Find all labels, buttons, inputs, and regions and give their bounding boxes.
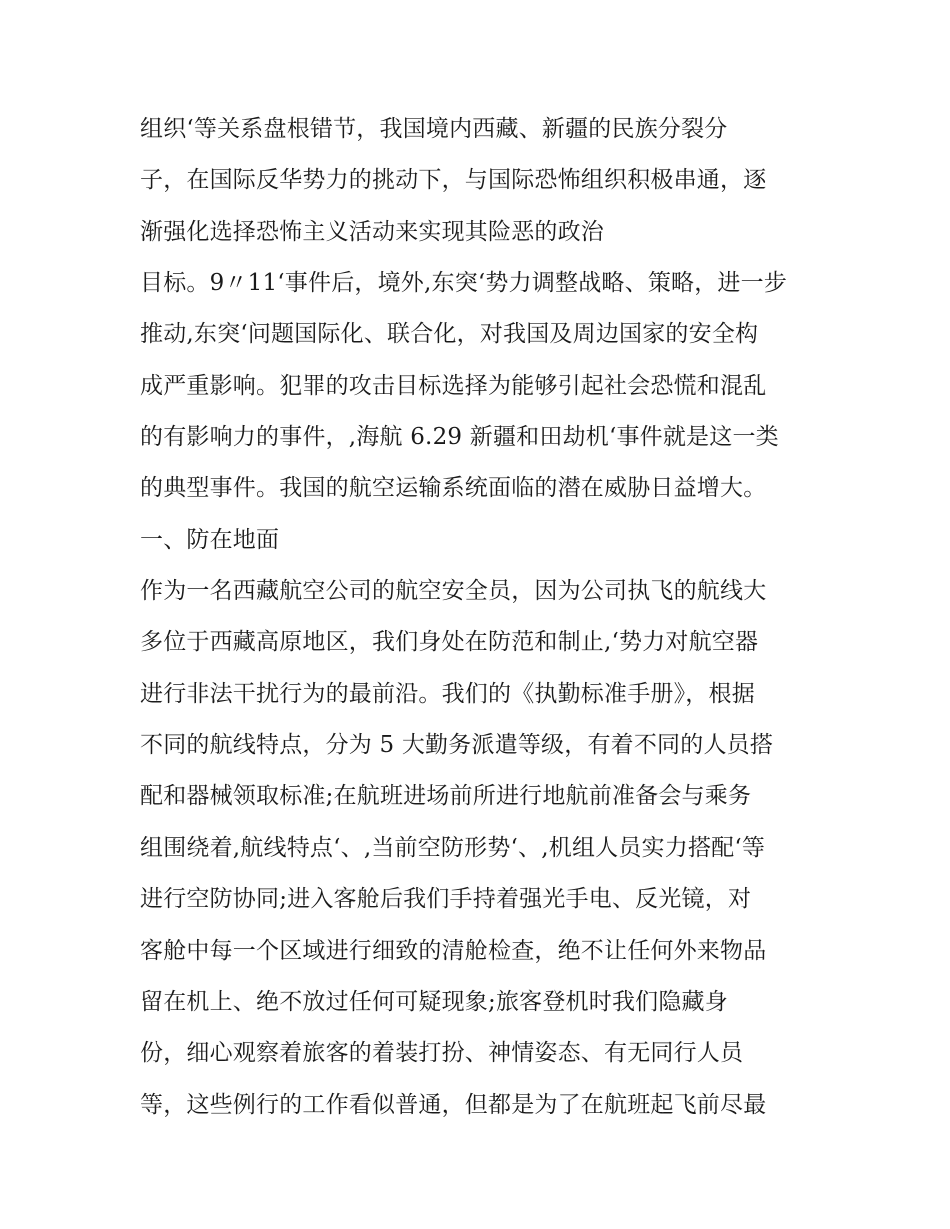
text-line: 进行非法干扰行为的最前沿。我们的《执勤标准手册》，根据 bbox=[140, 680, 755, 707]
text-line: 多位于西藏高原地区，我们身处在防范和制止,‘势力对航空器 bbox=[140, 629, 759, 656]
text-line: 组织‘等关系盘根错节，我国境内西藏、新疆的民族分裂分 bbox=[140, 116, 728, 142]
text-line: 目标。9〃11‘事件后，境外,东突‘势力调整战略、策略，进一步 bbox=[140, 270, 788, 297]
text-line: 等，这些例行的工作看似普通，但都是为了在航班起飞前尽最 bbox=[140, 1091, 767, 1118]
text-line: 组围绕着,航线特点‘、,当前空防形势‘、,机组人员实力搭配‘等 bbox=[140, 834, 766, 861]
text-line: 留在机上、绝不放过任何可疑现象;旅客登机时我们隐藏身 bbox=[140, 988, 728, 1015]
text-line: 成严重影响。犯罪的攻击目标选择为能够引起社会恐慌和混乱 bbox=[140, 372, 767, 399]
text-line: 渐强化选择恐怖主义活动来实现其险恶的政治 bbox=[140, 218, 604, 245]
text-line: 的典型事件。我国的航空运输系统面临的潜在威胁日益增大。 bbox=[140, 475, 767, 502]
text-line: 份，细心观察着旅客的着装打扮、神情姿态、有无同行人员 bbox=[140, 1040, 744, 1067]
text-line: 客舱中每一个区域进行细致的清舱检查，绝不让任何外来物品 bbox=[140, 937, 767, 964]
text-line: 进行空防协同;进入客舱后我们手持着强光手电、反光镜，对 bbox=[140, 886, 752, 913]
text-line: 的有影响力的事件，,海航 6.29 新疆和田劫机‘事件就是这一类 bbox=[140, 424, 779, 451]
body-text bbox=[140, 104, 830, 1131]
section-heading: 一、防在地面 bbox=[140, 526, 280, 553]
text-line: 推动,东突‘问题国际化、联合化，对我国及周边国家的安全构 bbox=[140, 321, 759, 348]
text-line: 不同的航线特点，分为 5 大勤务派遣等级，有着不同的人员搭 bbox=[140, 732, 774, 759]
text-line: 作为一名西藏航空公司的航空安全员，因为公司执飞的航线大 bbox=[140, 578, 767, 605]
text-line: 配和器械领取标准;在航班进场前所进行地航前准备会与乘务 bbox=[140, 783, 752, 810]
text-line: 子，在国际反华势力的挑动下，与国际恐怖组织积极串通，逐 bbox=[140, 167, 767, 194]
